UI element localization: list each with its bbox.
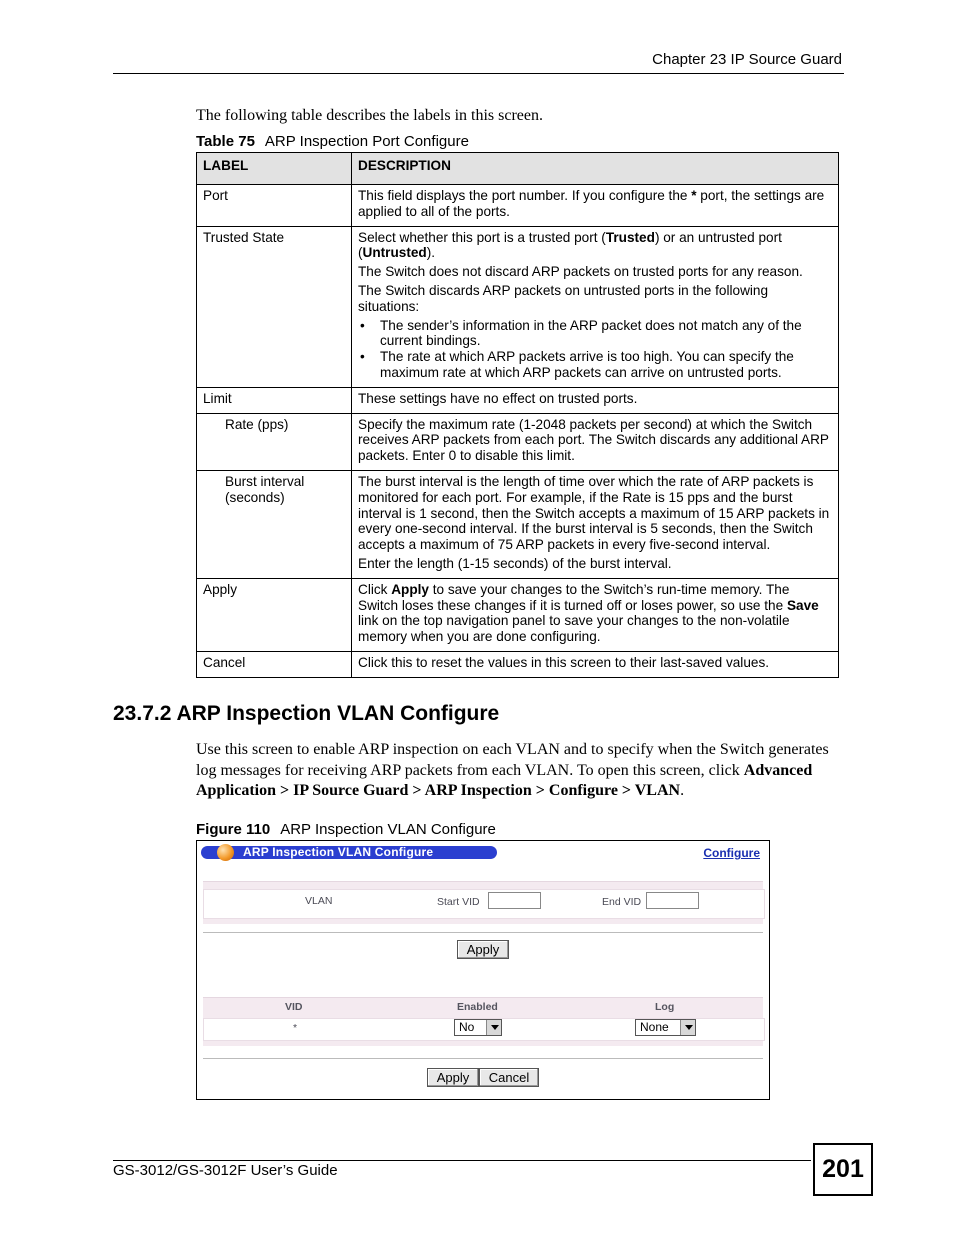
desc-paragraph: The Switch discards ARP packets on untrusted ports in the following situations:	[358, 282, 769, 314]
chevron-down-icon	[486, 1020, 501, 1035]
log-select[interactable]	[635, 1019, 696, 1036]
table-row	[197, 387, 839, 413]
label-line: Burst interval	[225, 473, 305, 489]
table-header-row	[197, 153, 839, 185]
body-text: Use this screen to enable ARP inspection on each VLAN and to specify when the Switch generates log messages for receiving ARP packets from each VLAN. To open this screen, click	[196, 741, 829, 779]
chevron-down-icon	[680, 1020, 695, 1035]
row-label: Trusted State	[197, 226, 352, 387]
row-label: Limit	[197, 387, 352, 413]
end-vid-input[interactable]	[646, 892, 699, 909]
row-description	[352, 470, 839, 578]
desc-bold: *	[691, 188, 697, 203]
end-vid-label: End VID	[602, 896, 642, 908]
table-caption-label: Table 75	[196, 133, 255, 150]
table-row	[197, 185, 839, 227]
row-description: Specify the maximum rate (1-2048 packets per second) at which the Switch receives ARP packets from each port. The Switch discards any additional ARP packets. Enter 0 to disable this limit.	[352, 413, 839, 470]
list-item: • The rate at which ARP packets arrive is too high. You can specify the maximum rate at which ARP packets can arrive on untrusted ports.	[358, 349, 832, 381]
desc-text: port, the settings are applied to all of the ports.	[358, 188, 825, 219]
row-description	[352, 578, 839, 651]
separator	[203, 932, 763, 933]
start-vid-input[interactable]	[488, 892, 541, 909]
col-vid: VID	[285, 1001, 303, 1013]
vid-value: *	[293, 1022, 298, 1034]
desc-bold: Untrusted	[362, 245, 427, 261]
desc-bold: Trusted	[605, 229, 655, 245]
menu-path: Advanced Application > IP Source Guard > ARP Inspection > Configure > VLAN	[196, 761, 813, 799]
desc-text: Select whether this port is a trusted port (	[358, 229, 606, 245]
separator	[203, 1058, 763, 1059]
desc-text: ) or an untrusted port (	[358, 229, 782, 261]
enabled-value: No	[459, 1020, 475, 1034]
intro-text: The following table describes the labels in this screen.	[196, 107, 544, 124]
header-description: DESCRIPTION	[352, 153, 839, 185]
desc-paragraph: Enter the length (1-15 seconds) of the burst interval.	[358, 555, 672, 571]
table-caption-title: ARP Inspection Port Configure	[264, 133, 469, 150]
desc-paragraph: The Switch does not discard ARP packets on trusted ports for any reason.	[358, 264, 803, 280]
row-label: Cancel	[197, 651, 352, 677]
footer-guide-title: GS-3012/GS-3012F User’s Guide	[113, 1162, 338, 1179]
bullet-list	[358, 318, 832, 381]
footer-rule	[113, 1160, 811, 1161]
row-label: Rate (pps)	[197, 413, 352, 470]
row-label: Apply	[197, 578, 352, 651]
figure-caption-label: Figure 110	[196, 821, 271, 838]
screen-title-bar	[201, 846, 497, 859]
table-row	[197, 413, 839, 470]
row-description: Click this to reset the values in this screen to their last-saved values.	[352, 651, 839, 677]
figure-caption-title: ARP Inspection VLAN Configure	[280, 821, 496, 838]
vlan-label: VLAN	[305, 895, 333, 907]
list-item: • The sender’s information in the ARP packet does not match any of the current bindings.	[358, 318, 832, 350]
figure-caption	[196, 821, 496, 838]
chapter-header: Chapter 23 IP Source Guard	[652, 51, 842, 68]
row-label	[197, 470, 352, 578]
col-log: Log	[655, 1001, 675, 1013]
enabled-select[interactable]	[454, 1019, 502, 1036]
label-line: (seconds)	[225, 489, 285, 505]
row-description	[352, 185, 839, 227]
body-text: .	[680, 782, 685, 799]
apply-button[interactable]: Apply	[457, 940, 509, 959]
desc-text: Click	[358, 581, 392, 597]
screen-title: ARP Inspection VLAN Configure	[243, 845, 434, 859]
desc-bold: Apply	[391, 581, 429, 597]
orb-icon	[217, 844, 234, 861]
log-value: None	[640, 1020, 669, 1034]
row-description: These settings have no effect on trusted ports.	[352, 387, 839, 413]
description-table	[196, 152, 839, 678]
desc-text: to save your changes to the Switch’s run-time memory. The Switch loses these changes if it is turned off or loses power, so use the	[358, 581, 790, 613]
cancel-button[interactable]: Cancel	[479, 1068, 539, 1087]
table-row	[197, 226, 839, 387]
desc-paragraph: The burst interval is the length of time over which the rate of ARP packets is monitored for each port. For example, if the Rate is 15 pps and the burst interval is 1 second, then the Switch accepts a maximum of 15 ARP packets in every one-second interval. If the burst interval is 5 seconds, then the Switch accepts a maximum of 75 ARP packets in every five-second interval.	[358, 473, 830, 553]
desc-text: link on the top navigation panel to save your changes to the non-volatile memory when you are done configuring.	[358, 613, 790, 645]
start-vid-label: Start VID	[437, 896, 480, 908]
section-body	[196, 740, 836, 802]
header-label: LABEL	[197, 153, 352, 185]
configure-link[interactable]: Configure	[703, 846, 760, 860]
desc-text: This field displays the port number. If you configure the	[358, 188, 692, 203]
desc-bold: Save	[786, 597, 819, 613]
table-caption	[196, 133, 469, 150]
header-rule	[113, 73, 844, 74]
page-number: 201	[813, 1143, 873, 1196]
section-title: 23.7.2 ARP Inspection VLAN Configure	[113, 702, 500, 725]
row-description	[352, 226, 839, 387]
desc-text: ).	[426, 245, 436, 261]
table-row	[197, 578, 839, 651]
table-row	[197, 470, 839, 578]
screenshot-figure	[196, 840, 770, 1100]
desc-paragraph	[358, 230, 832, 262]
col-enabled: Enabled	[457, 1001, 498, 1013]
apply-button[interactable]: Apply	[427, 1068, 479, 1087]
table-row	[197, 651, 839, 677]
row-label: Port	[197, 185, 352, 227]
